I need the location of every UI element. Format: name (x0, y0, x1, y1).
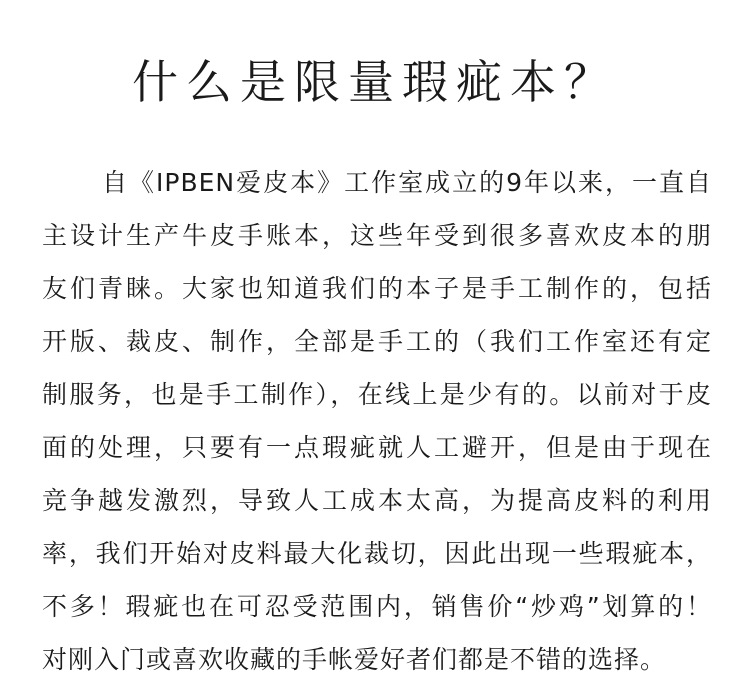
paragraph-line-10: 对刚入门或喜欢收藏的手帐爱好者们都是不错的选择。 (42, 645, 667, 674)
page-title: 什么是限量瑕疵本？ (132, 55, 618, 109)
paragraph-line-8: 率，我们开始对皮料最大化裁切，因此出现一些瑕疵本， (42, 539, 712, 568)
paragraph-line-4: 开版、裁皮、制作，全部是手工的（我们工作室还有定 (42, 327, 712, 356)
paragraph-line-3: 友们青睐。大家也知道我们的本子是手工制作的，包括 (42, 274, 712, 303)
paragraph-line-7: 竞争越发激烈，导致人工成本太高，为提高皮料的利用 (42, 486, 712, 515)
paragraph-line-9: 不多！瑕疵也在可忍受范围内，销售价“炒鸡”划算的！ (42, 592, 712, 621)
paragraph-line-6: 面的处理，只要有一点瑕疵就人工避开，但是由于现在 (42, 433, 712, 462)
paragraph-line-2: 主设计生产牛皮手账本，这些年受到很多喜欢皮本的朋 (42, 221, 712, 250)
description-paragraph (42, 156, 712, 686)
paragraph-line-5: 制服务，也是手工制作），在线上是少有的。以前对于皮 (42, 380, 712, 409)
paragraph-line-1: 自《IPBEN爱皮本》工作室成立的9年以来，一直自 (102, 168, 712, 197)
